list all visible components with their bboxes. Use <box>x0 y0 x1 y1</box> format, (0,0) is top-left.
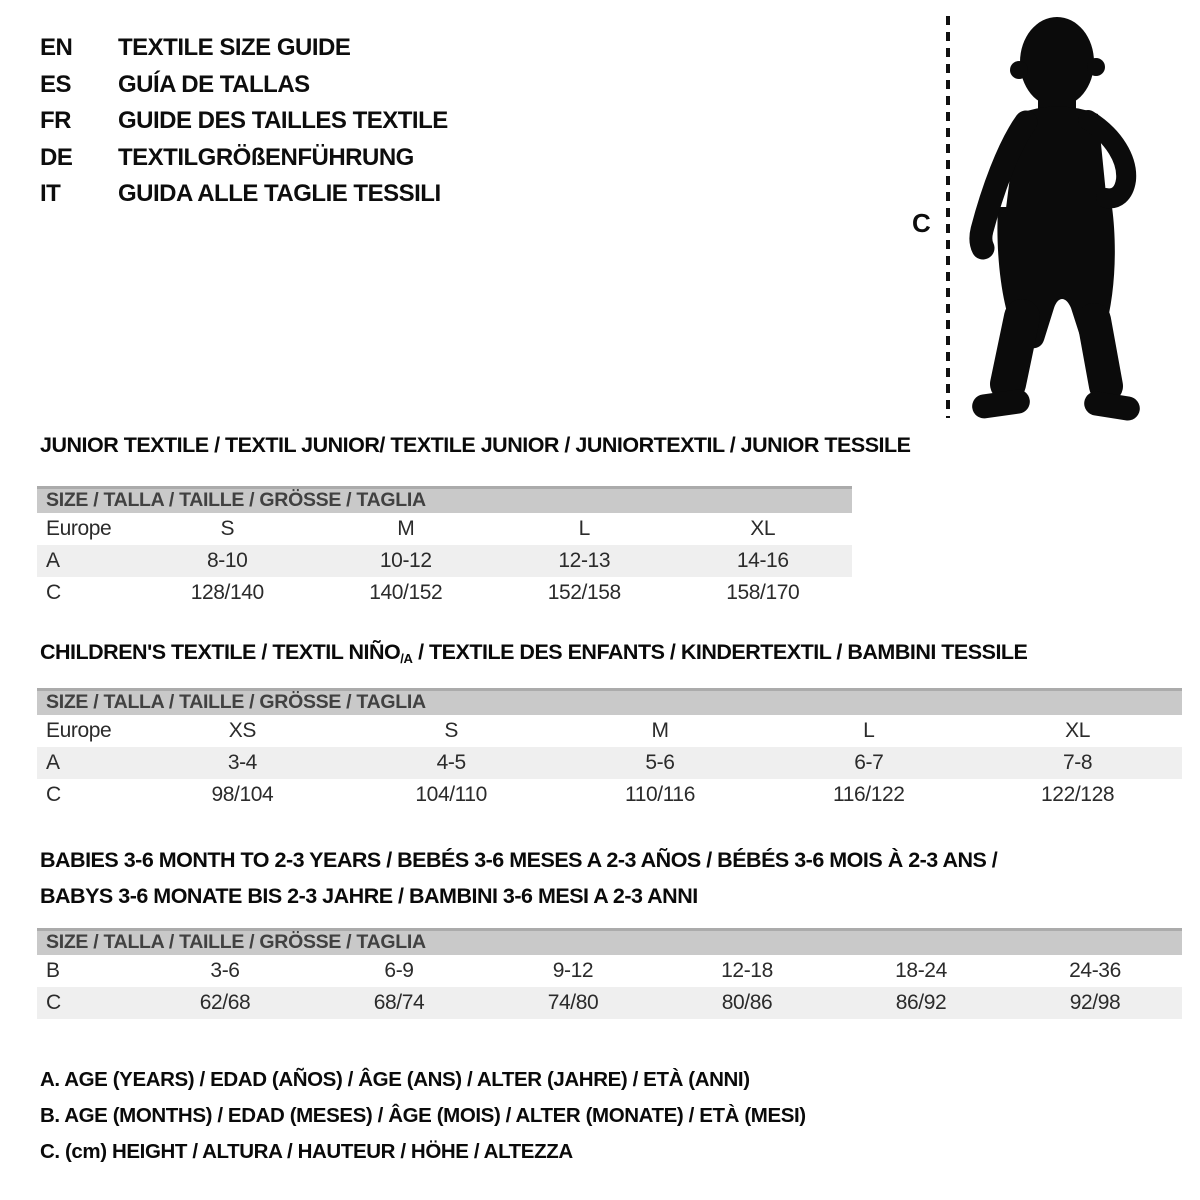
value-cell: 14-16 <box>736 549 789 572</box>
children-title-subscript: /A <box>400 651 413 666</box>
size-cell: XL <box>750 517 776 540</box>
value-cell: 128/140 <box>190 581 264 604</box>
row-label: A <box>46 751 60 774</box>
children-height-row <box>37 779 1182 811</box>
babies-height-row <box>37 987 1182 1019</box>
lang-code: IT <box>40 180 61 208</box>
size-cell: XS <box>228 719 256 742</box>
children-title-text: / TEXTILE DES ENFANTS / KINDERTEXTIL / BAMBINI TESSILE <box>412 640 1028 664</box>
value-cell: 152/158 <box>547 581 621 604</box>
value-cell: 104/110 <box>415 783 487 806</box>
value-cell: 140/152 <box>369 581 443 604</box>
value-cell: 74/80 <box>547 991 599 1014</box>
size-cell: M <box>397 517 415 540</box>
measure-legend <box>40 1068 806 1176</box>
junior-size-table <box>37 486 852 609</box>
value-cell: 10-12 <box>379 549 432 572</box>
babies-section-title-line1: BABIES 3-6 MONTH TO 2-3 YEARS / BEBÉS 3-6 MESES A 2-3 AÑOS / BÉBÉS 3-6 MOIS À 2-3 ANS / <box>40 848 998 872</box>
legend-age-months: B. AGE (MONTHS) / EDAD (MESES) / ÂGE (MOIS) / ALTER (MONATE) / ETÀ (MESI) <box>40 1104 806 1127</box>
value-cell: 24-36 <box>1069 959 1121 982</box>
value-cell: 62/68 <box>199 991 251 1014</box>
value-cell: 5-6 <box>645 751 675 774</box>
children-title-text: CHILDREN'S TEXTILE / TEXTIL NIÑO <box>40 640 401 664</box>
junior-section-title: JUNIOR TEXTILE / TEXTIL JUNIOR/ TEXTILE JUNIOR / JUNIORTEXTIL / JUNIOR TESSILE <box>40 433 911 457</box>
lang-label: GUIDE DES TAILLES TEXTILE <box>118 107 448 135</box>
value-cell: 92/98 <box>1069 991 1121 1014</box>
children-age-row <box>37 747 1182 779</box>
junior-age-row <box>37 545 852 577</box>
toddler-height-figure <box>938 12 1153 422</box>
size-cell: L <box>578 517 590 540</box>
legend-age-years: A. AGE (YEARS) / EDAD (AÑOS) / ÂGE (ANS) / ALTER (JAHRE) / ETÀ (ANNI) <box>40 1068 750 1091</box>
row-label: C <box>46 783 61 806</box>
value-cell: 110/116 <box>624 783 695 806</box>
size-cell: L <box>863 719 875 742</box>
row-label: A <box>46 549 60 572</box>
value-cell: 80/86 <box>721 991 773 1014</box>
value-cell: 158/170 <box>726 581 800 604</box>
lang-code: EN <box>40 34 73 62</box>
junior-height-row <box>37 577 852 609</box>
babies-months-row <box>37 955 1182 987</box>
value-cell: 68/74 <box>373 991 425 1014</box>
lang-row-de <box>40 140 448 177</box>
lang-code: DE <box>40 143 73 171</box>
junior-header-row <box>37 513 852 545</box>
row-label: Europe <box>46 719 112 742</box>
lang-row-fr <box>40 103 448 140</box>
language-list <box>40 30 448 213</box>
children-header-row <box>37 715 1182 747</box>
children-size-header-bar: SIZE / TALLA / TAILLE / GRÖSSE / TAGLIA <box>37 688 1182 715</box>
children-section-title <box>40 640 1027 666</box>
value-cell: 86/92 <box>895 991 947 1014</box>
size-cell: XL <box>1065 719 1091 742</box>
lang-row-it <box>40 176 448 213</box>
lang-code: ES <box>40 70 72 98</box>
child-silhouette-icon <box>971 17 1142 422</box>
lang-row-es <box>40 67 448 104</box>
value-cell: 6-9 <box>384 959 414 982</box>
lang-row-en <box>40 30 448 67</box>
value-cell: 6-7 <box>854 751 884 774</box>
row-label: C <box>46 991 61 1014</box>
value-cell: 12-18 <box>721 959 773 982</box>
value-cell: 116/122 <box>833 783 905 806</box>
children-size-table <box>37 688 1182 811</box>
value-cell: 8-10 <box>207 549 248 572</box>
lang-label: GUÍA DE TALLAS <box>118 70 310 98</box>
value-cell: 3-4 <box>227 751 257 774</box>
lang-label: TEXTILE SIZE GUIDE <box>118 34 351 62</box>
value-cell: 7-8 <box>1063 751 1093 774</box>
size-cell: M <box>651 719 669 742</box>
lang-label: TEXTILGRÖßENFÜHRUNG <box>118 143 414 171</box>
value-cell: 12-13 <box>558 549 611 572</box>
value-cell: 4-5 <box>436 751 466 774</box>
row-label: B <box>46 959 60 982</box>
row-label: Europe <box>46 517 112 540</box>
value-cell: 3-6 <box>210 959 240 982</box>
value-cell: 122/128 <box>1041 783 1115 806</box>
babies-section-title-line2: BABYS 3-6 MONATE BIS 2-3 JAHRE / BAMBINI 3-6 MESI A 2-3 ANNI <box>40 884 698 908</box>
row-label: C <box>46 581 61 604</box>
height-measure-label: C <box>912 208 931 238</box>
lang-label: GUIDA ALLE TAGLIE TESSILI <box>118 180 441 208</box>
legend-height-cm: C. (cm) HEIGHT / ALTURA / HAUTEUR / HÖHE / ALTEZZA <box>40 1140 573 1163</box>
junior-size-header-bar: SIZE / TALLA / TAILLE / GRÖSSE / TAGLIA <box>37 486 852 513</box>
value-cell: 9-12 <box>552 959 594 982</box>
size-cell: S <box>220 517 235 540</box>
size-cell: S <box>444 719 458 742</box>
value-cell: 18-24 <box>895 959 947 982</box>
value-cell: 98/104 <box>211 783 274 806</box>
lang-code: FR <box>40 107 71 135</box>
babies-size-table <box>37 928 1182 1019</box>
babies-size-header-bar: SIZE / TALLA / TAILLE / GRÖSSE / TAGLIA <box>37 928 1182 955</box>
